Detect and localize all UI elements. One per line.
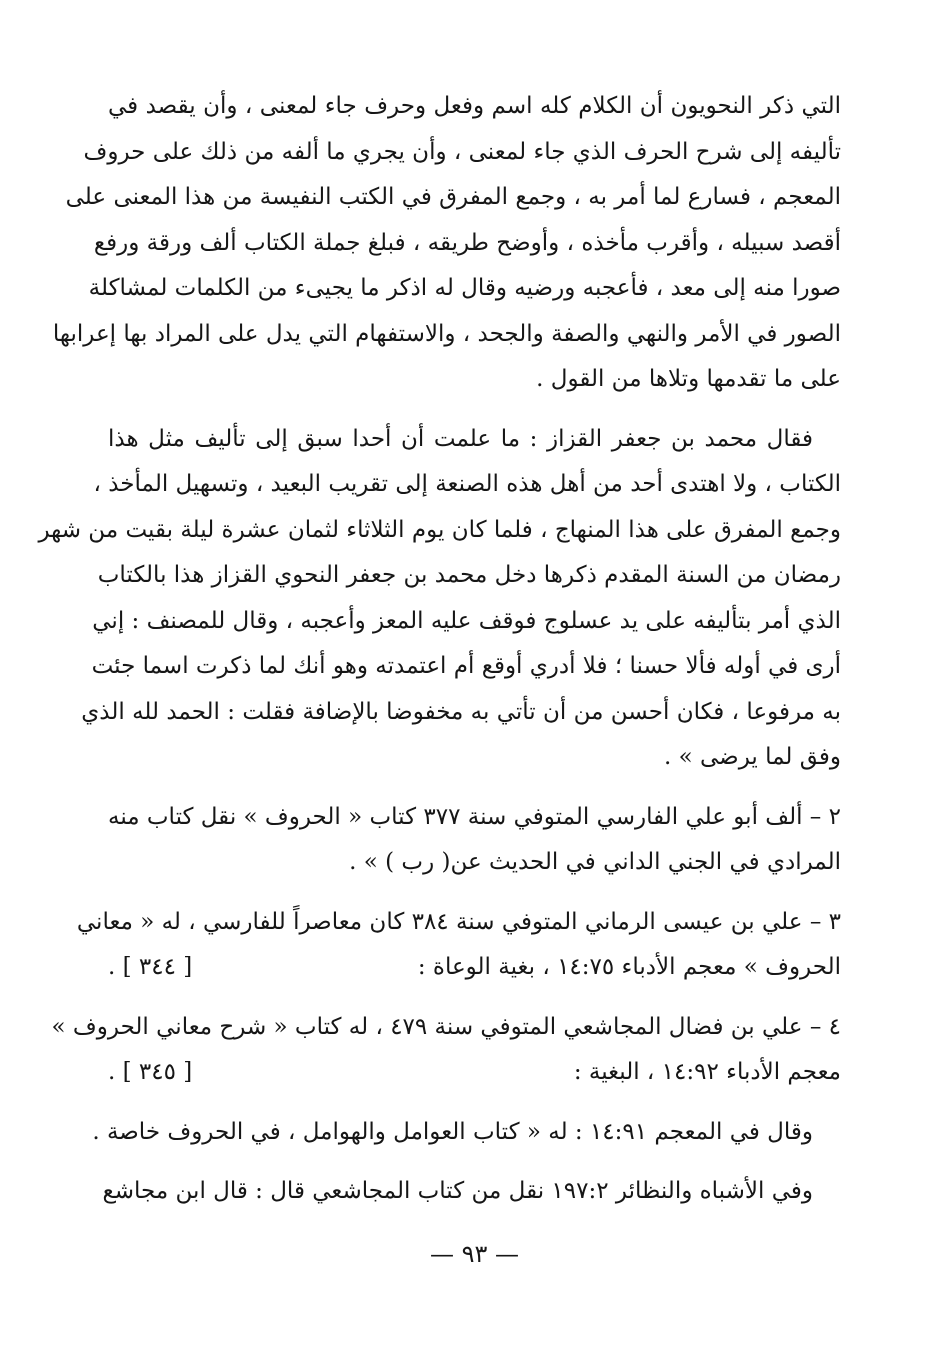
citation-text: الحروف » معجم الأدباء ١٤:٧٥ ، بغية الوعاة : <box>417 954 841 980</box>
list-item-3 <box>76 900 841 991</box>
text-line: وجمع المفرق على هذا المنهاج ، فلما كان يوم الثلاثاء لثمان عشرة ليلة بقيت من شهر <box>38 516 841 543</box>
page-number: — ٩٣ — <box>429 1240 520 1268</box>
text-line: الصور في الأمر والنهي والصفة والجحد ، والاستفهام التي يدل على المراد بها إعرابها <box>52 320 841 347</box>
list-item-4 <box>51 1005 841 1096</box>
paragraph-5 <box>92 1110 841 1156</box>
text-line: ٤ – علي بن فضال المجاشعي المتوفي سنة ٤٧٩ ، له كتاب « شرح معاني الحروف » <box>51 1013 841 1040</box>
text-line: الكتاب ، ولا اهتدى أحد من أهل هذه الصنعة إلى تقريب البعيد ، وتسهيل المأخذ ، <box>93 471 841 497</box>
text-line: أرى في أوله فألا حسنا ؛ فلا أدري أوقع أم اعتمدته وهو أنك لما ذكرت اسما جئت <box>91 653 841 679</box>
text-line: المعجم ، فسارع لما أمر به ، وجمع المفرق في الكتب النفيسة من هذا المعنى على <box>65 184 841 210</box>
citation-text: معجم الأدباء ١٤:٩٢ ، البغية : <box>573 1059 841 1085</box>
text-line: تأليفه إلى شرح الحرف الذي جاء لمعنى ، وأن يجري ما ألفه من ذلك على حروف <box>83 138 841 165</box>
text-line: ٣ – علي بن عيسى الرماني المتوفي سنة ٣٨٤ كان معاصراً للفارسي ، له « معاني <box>76 908 841 935</box>
text-line: وقال في المعجم ١٤:٩١ : له « كتاب العوامل والهوامل ، في الحروف خاصة . <box>92 1118 813 1145</box>
text-line: وفق لما يرضى » . <box>663 744 841 770</box>
paragraph-2 <box>38 417 841 781</box>
citation-page-ref: [ ٣٤٥ ] . <box>108 1059 193 1085</box>
citation-row <box>108 945 841 991</box>
paragraph-1 <box>52 84 841 403</box>
text-line: الذي أمر بتأليفه على يد عسلوج فوقف عليه المعز وأعجبه ، وقال للمصنف : إني <box>92 607 841 634</box>
text-line: التي ذكر النحويون أن الكلام كله اسم وفعل وحرف جاء لمعنى ، وأن يقصد في <box>108 93 841 119</box>
text-line: أقصد سبيله ، وأقرب مأخذه ، وأوضح طريقه ، فبلغ جملة الكتاب ألف ورقة ورفع <box>93 229 841 256</box>
text-line: به مرفوعا ، فكان أحسن من أن تأتي به مخفوضا بالإضافة فقلت : الحمد لله الذي <box>81 698 841 725</box>
citation-page-ref: [ ٣٤٤ ] . <box>108 954 193 980</box>
paragraph-6 <box>102 1169 841 1215</box>
text-line: فقال محمد بن جعفر القزاز : ما علمت أن أحدا سبق إلى تأليف مثل هذا <box>108 425 813 452</box>
text-line: ٢ – ألف أبو علي الفارسي المتوفي سنة ٣٧٧ كتاب « الحروف » نقل كتاب منه <box>108 803 841 830</box>
text-line: على ما تقدمها وتلاها من القول . <box>536 366 841 392</box>
list-item-2 <box>108 795 841 886</box>
citation-row <box>108 1050 841 1096</box>
text-line: صورا منه إلى معد ، فأعجبه ورضيه وقال له اذكر ما يجيىء من الكلمات لمشاكلة <box>88 275 841 301</box>
text-line: وفي الأشباه والنظائر ١٩٧:٢ نقل من كتاب المجاشعي قال : قال ابن مجاشع <box>102 1178 813 1204</box>
text-line: رمضان من السنة المقدم ذكرها دخل محمد بن جعفر النحوي القزاز هذا بالكتاب <box>97 562 841 588</box>
text-line: المرادي في الجني الداني في الحديث عن( رب ) » . <box>349 849 841 875</box>
